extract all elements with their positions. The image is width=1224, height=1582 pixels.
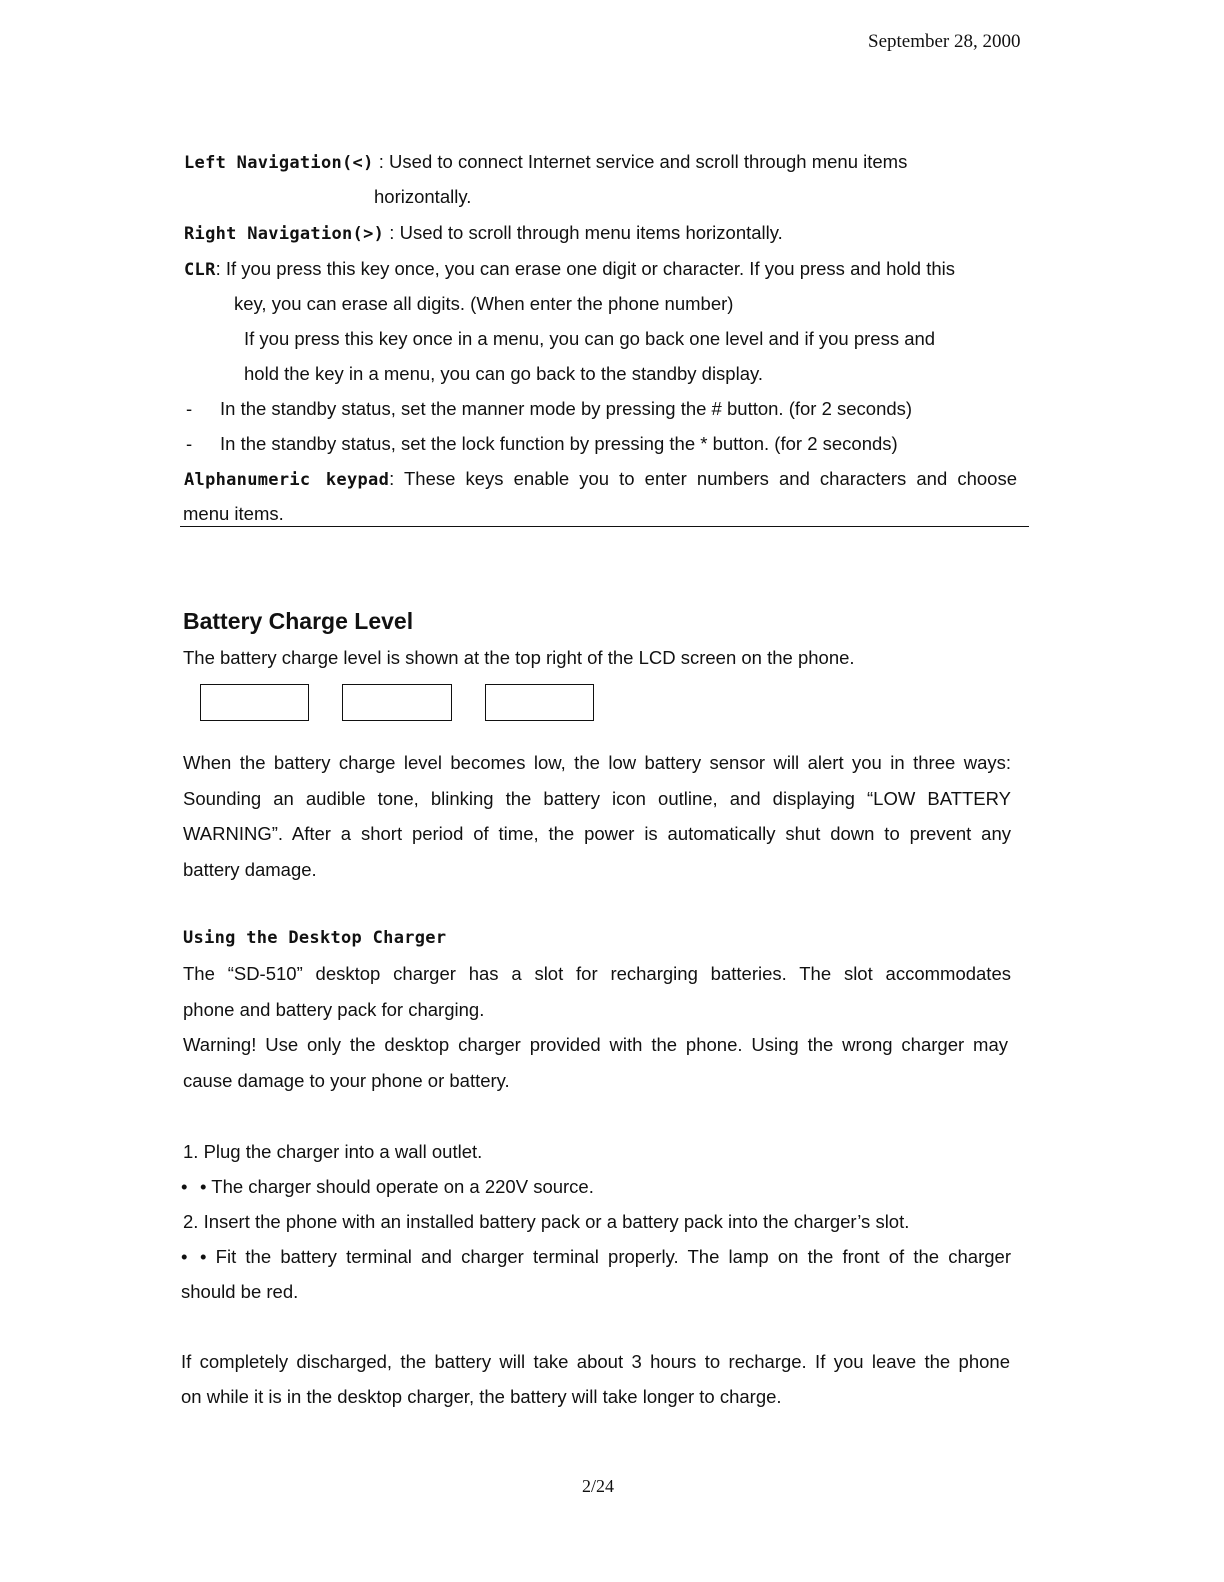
alphanumeric-entry [184, 468, 1017, 491]
alphanumeric-desc-cont: menu items. [183, 503, 284, 524]
step-1: 1. Plug the charger into a wall outlet. [183, 1141, 483, 1162]
charger-desc-line: The “SD-510” desktop charger has a slot for recharging batteries. The slot accommodates [183, 963, 1011, 984]
step-1-note: • The charger should operate on a 220V source. [200, 1176, 594, 1197]
battery-paragraph-line: battery damage. [183, 859, 317, 880]
left-navigation-term: Left Navigation(<) [184, 153, 374, 173]
right-navigation-term: Right Navigation(>) [184, 224, 385, 244]
section-divider [180, 526, 1029, 527]
dash-marker: - [186, 433, 193, 454]
standby-lock-item: In the standby status, set the lock function by pressing the * button. (for 2 seconds) [220, 433, 898, 454]
page-date: September 28, 2000 [868, 31, 1021, 52]
recharge-note-line: If completely discharged, the battery will take about 3 hours to recharge. If you leave the phone [181, 1351, 1010, 1372]
bullet-marker: • [181, 1246, 188, 1267]
alphanumeric-desc: : These keys enable you to enter numbers and characters and choose [389, 468, 1017, 489]
right-navigation-entry [184, 222, 783, 245]
clr-desc-line-4: hold the key in a menu, you can go back to the standby display. [244, 363, 764, 384]
clr-desc-line-1: : If you press this key once, you can erase one digit or character. If you press and hold this [215, 258, 955, 279]
clr-desc-line-3: If you press this key once in a menu, you can go back one level and if you press and [244, 328, 936, 349]
battery-section-title: Battery Charge Level [183, 608, 414, 634]
page-number: 2/24 [582, 1476, 615, 1496]
left-navigation-desc-cont: horizontally. [374, 186, 472, 207]
clr-term: CLR [184, 260, 216, 280]
charger-warning-line: Warning! Use only the desktop charger provided with the phone. Using the wrong charger may [183, 1034, 1008, 1055]
recharge-note-line: on while it is in the desktop charger, the battery will take longer to charge. [181, 1386, 782, 1407]
alphanumeric-term: Alphanumeric keypad [184, 470, 390, 490]
battery-paragraph-line: When the battery charge level becomes low, the low battery sensor will alert you in three ways: [183, 752, 1011, 773]
charger-warning-line: cause damage to your phone or battery. [183, 1070, 510, 1091]
dash-marker: - [186, 398, 193, 419]
standby-manner-mode-item: In the standby status, set the manner mode by pressing the # button. (for 2 seconds) [220, 398, 913, 419]
charger-desc-line: phone and battery pack for charging. [183, 999, 485, 1020]
step-2-note-line-2: should be red. [181, 1281, 299, 1302]
step-2: 2. Insert the phone with an installed battery pack or a battery pack into the charger’s slot. [183, 1211, 910, 1232]
charger-section-title: Using the Desktop Charger [183, 928, 447, 948]
battery-intro: The battery charge level is shown at the top right of the LCD screen on the phone. [183, 647, 855, 668]
right-navigation-desc: : Used to scroll through menu items horizontally. [384, 222, 783, 243]
bullet-marker: • [181, 1176, 188, 1197]
clr-entry [184, 258, 955, 281]
clr-desc-line-2: key, you can erase all digits. (When enter the phone number) [234, 293, 734, 314]
battery-level-icon-box [342, 684, 452, 721]
left-navigation-entry [184, 151, 907, 174]
step-2-note-line-1: • Fit the battery terminal and charger terminal properly. The lamp on the front of the charger [200, 1246, 1011, 1267]
battery-level-icon-box [485, 684, 594, 721]
left-navigation-desc: : Used to connect Internet service and scroll through menu items [373, 151, 908, 172]
battery-paragraph-line: WARNING”. After a short period of time, the power is automatically shut down to prevent any [183, 823, 1011, 844]
battery-paragraph-line: Sounding an audible tone, blinking the battery icon outline, and displaying “LOW BATTERY [183, 788, 1011, 809]
battery-level-icon-box [200, 684, 309, 721]
